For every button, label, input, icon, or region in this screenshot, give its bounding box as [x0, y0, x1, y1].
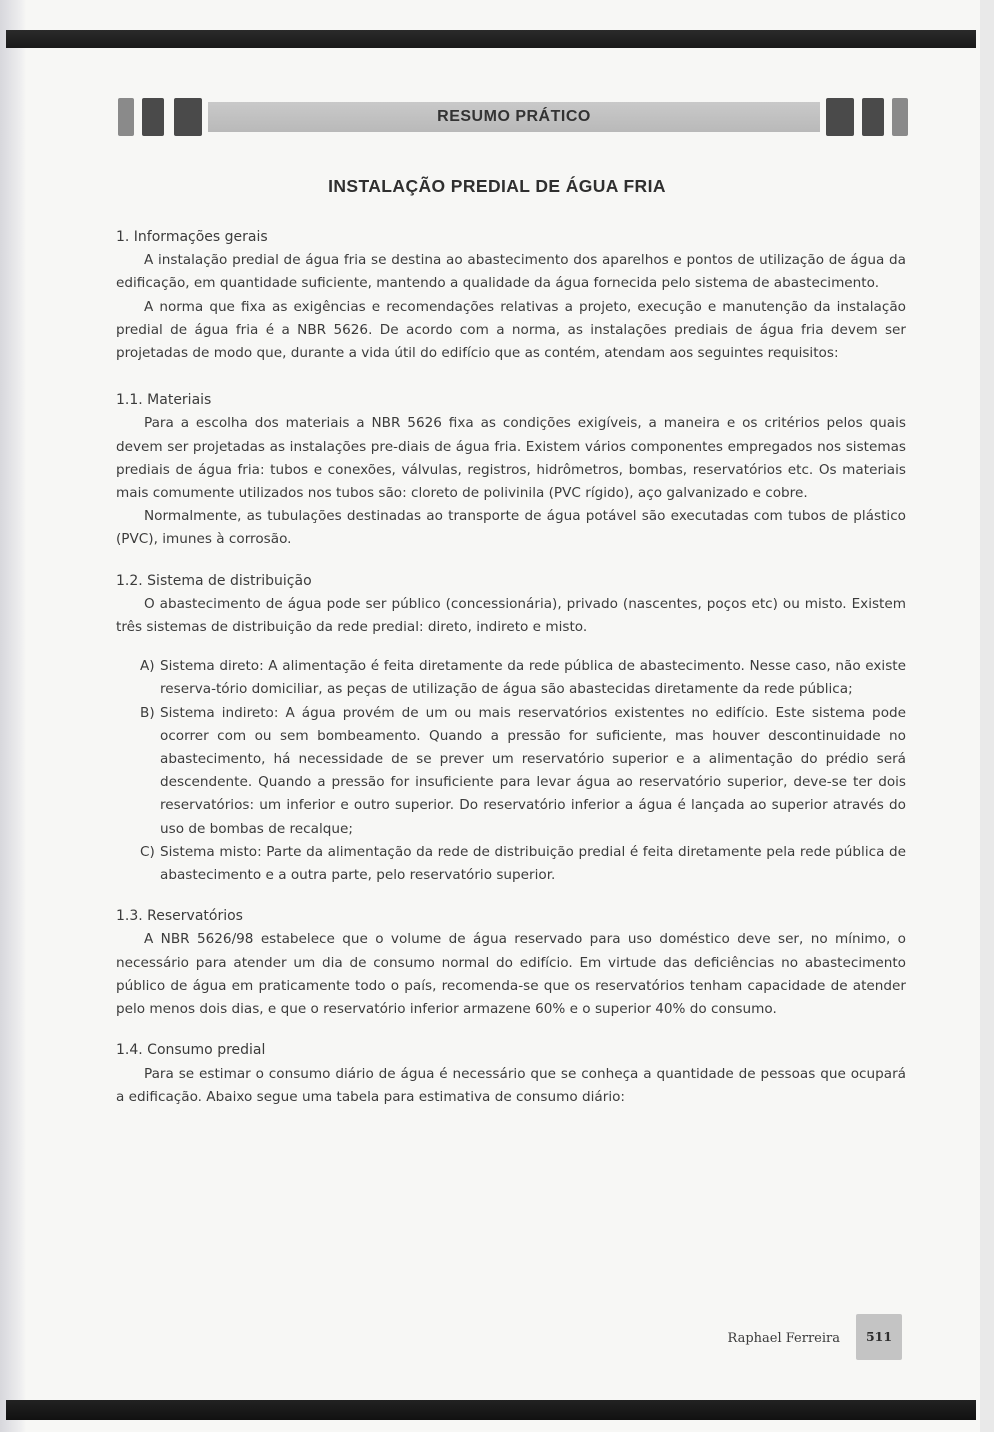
- section-materiais: [116, 389, 906, 551]
- list-item-text: Sistema indireto: A água provém de um ou mais reservatórios existentes no edifício. Este sistema pode ocorrer com ou sem bombeamento. Quando a pressão for suficiente, mas houver descontinuidade no abastecimento, há necessidade de se prever um reservatório superior e a alimentação do prédio será descendente. Quando a pressão for insuficiente para levar água ao reservatório superior, deve-se ter dois reservatórios: um inferior e outro superior. Do reservatório inferior a água é lançada ao superior através do uso de bombas de recalque;: [160, 704, 906, 837]
- section-reservatorios: [116, 905, 906, 1021]
- section-spacer: [116, 887, 906, 905]
- section-heading: 1.4. Consumo predial: [116, 1042, 266, 1059]
- body-content: [116, 226, 906, 1109]
- paragraph: A norma que fixa as exigências e recomendações relativas a projeto, execução e manutenção da instalação predial de água fria é a NBR 5626. De acordo com a norma, as instalações prediais de água fria devem ser projetadas de modo que, durante a vida útil do edifício que as contém, atendam aos seguintes requisitos:: [116, 298, 906, 362]
- section-sistema-distribuicao: [116, 570, 906, 888]
- bottom-rule-bar: [6, 1400, 976, 1420]
- section-informacoes-gerais: [116, 226, 906, 365]
- section-consumo-predial: [116, 1039, 906, 1109]
- list-item: [116, 655, 906, 701]
- paragraph: A instalação predial de água fria se destina ao abastecimento dos aparelhos e pontos de utilização de água da edificação, em quantidade suficiente, mantendo a qualidade da água fornecida pelo sistema de abastecimento.: [116, 252, 906, 292]
- page-number: 511: [865, 1329, 893, 1344]
- top-rule-bar: [6, 30, 976, 48]
- list-item-text: Sistema direto: A alimentação é feita diretamente da rede pública de abastecimento. Nesse caso, não existe reserva-tório domiciliar, as peças de utilização de água são abastecidas diretamente da rede pública;: [160, 658, 906, 698]
- header-block-left-2: [142, 98, 164, 136]
- header-block-right-3: [892, 98, 908, 136]
- section-spacer: [116, 365, 906, 389]
- header-block-left-3: [174, 98, 202, 136]
- section-heading: 1.3. Reservatórios: [116, 908, 243, 925]
- section-heading: 1.1. Materiais: [116, 392, 212, 409]
- paragraph: O abastecimento de água pode ser público (concessionária), privado (nascentes, poços etc) ou misto. Existem três sistemas de distribuição da rede predial: direto, indireto e misto.: [116, 595, 906, 636]
- list-item-marker: C): [140, 843, 155, 860]
- paragraph: Para a escolha dos materiais a NBR 5626 fixa as condições exigíveis, a maneira e os critérios pelos quais devem ser projetadas as instalações pre-diais de água fria. Existem vários componentes empregados nos sistemas prediais de água fria: tubos e conexões, válvulas, registros, hidrômetros, bombas, reservatórios etc. Os materiais mais comumente utilizados nos tubos são: cloreto de polivinila (PVC rígido), aço galvanizado e cobre.: [116, 415, 906, 502]
- header-block-right-2: [862, 98, 884, 136]
- list-item-marker: A): [140, 658, 155, 675]
- header-block-right-1: [826, 98, 854, 136]
- list-item: [116, 841, 906, 887]
- header-band-label: RESUMO PRÁTICO: [437, 108, 591, 125]
- header-block-left-1: [118, 98, 134, 136]
- list-item-marker: B): [140, 704, 155, 721]
- list-item: [116, 702, 906, 841]
- paragraph: Para se estimar o consumo diário de água é necessário que se conheça a quantidade de pessoas que ocupará a edificação. Abaixo segue uma tabela para estimativa de consumo diário:: [116, 1065, 906, 1105]
- section-spacer: [116, 552, 906, 570]
- section-heading: 1. Informações gerais: [116, 229, 268, 245]
- paragraph: A NBR 5626/98 estabelece que o volume de água reservado para uso doméstico deve ser, no mínimo, o necessário para atender um dia de consumo normal do edifício. Em virtude das deficiências no abastecimento público de água em praticamente todo o país, recomenda-se que os reservatórios tenham capacidade de atender pelo menos dois dias, e que o reservatório inferior armazene 60% e o superior 40% do consumo.: [116, 931, 906, 1018]
- paragraph: Normalmente, as tubulações destinadas ao transporte de água potável são executadas com tubos de plástico (PVC), imunes à corrosão.: [116, 508, 906, 548]
- list-item-text: Sistema misto: Parte da alimentação da rede de distribuição predial é feita diretamente pela rede pública de abastecimento e a outra parte, pelo reservatório superior.: [160, 843, 906, 884]
- footer-author: Raphael Ferreira: [727, 1331, 840, 1346]
- binding-gutter-shadow: [0, 0, 26, 1432]
- distribution-systems-list: [116, 655, 906, 887]
- section-header-band: [118, 98, 908, 136]
- page-title: INSTALAÇÃO PREDIAL DE ÁGUA FRIA: [328, 176, 666, 196]
- section-spacer: [116, 1021, 906, 1039]
- section-heading: 1.2. Sistema de distribuição: [116, 572, 312, 589]
